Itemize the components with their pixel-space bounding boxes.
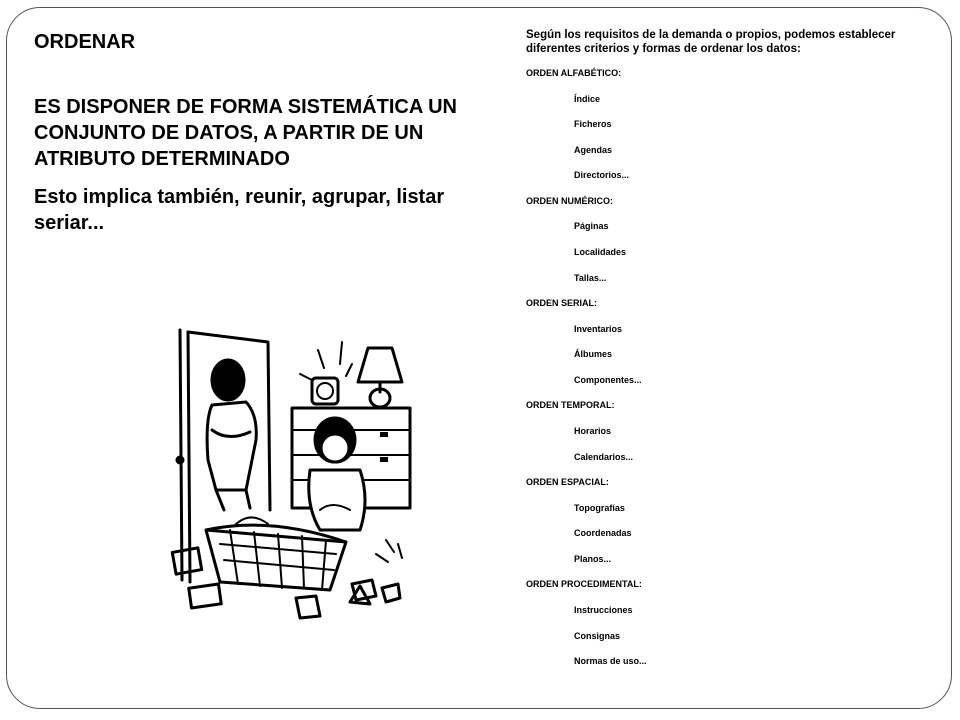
list-item: Instrucciones [574, 604, 633, 615]
category-label: ORDEN TEMPORAL: [526, 400, 615, 411]
sub-list [526, 425, 936, 463]
category-numerico [526, 195, 936, 284]
sub-list [526, 323, 936, 386]
list-item: Álbumes [574, 349, 613, 360]
list-item: Directorios... [574, 170, 630, 181]
list-item: Calendarios... [574, 451, 634, 462]
category-procedimental [526, 578, 936, 667]
category-label: ORDEN PROCEDIMENTAL: [526, 579, 642, 590]
list-item: Componentes... [574, 374, 642, 385]
list-item: Horarios [574, 425, 612, 436]
left-column [34, 30, 494, 236]
right-column [526, 28, 936, 681]
implication-text: Esto implica también, reunir, agrupar, listar seriar... [34, 186, 445, 234]
category-label: ORDEN ESPACIAL: [526, 477, 609, 488]
category-serial [526, 297, 936, 386]
category-temporal [526, 399, 936, 462]
category-label: ORDEN ALFABÉTICO: [526, 68, 622, 78]
order-criteria-list [526, 67, 936, 667]
list-item: Coordenadas [574, 528, 632, 539]
list-item: Localidades [574, 246, 627, 257]
list-item: Agendas [574, 144, 613, 155]
sub-list [526, 93, 936, 182]
sub-list [526, 604, 936, 667]
tidying-room-illustration [150, 320, 420, 620]
list-item: Páginas [574, 221, 609, 232]
sub-list [526, 220, 936, 283]
category-espacial [526, 476, 936, 565]
intro-text: Según los requisitos de la demanda o propios, podemos establecer diferentes criterios y formas de ordenar los datos: [526, 29, 896, 55]
list-item: Índice [574, 93, 601, 104]
list-item: Tallas... [574, 272, 607, 283]
list-item: Inventarios [574, 323, 623, 334]
category-label: ORDEN SERIAL: [526, 298, 598, 309]
list-item: Topografías [574, 502, 625, 513]
slide-title: ORDENAR [34, 31, 136, 53]
sub-list [526, 502, 936, 565]
definition-text: ES DISPONER DE FORMA SISTEMÁTICA UN CONJUNTO DE DATOS, A PARTIR DE UN ATRIBUTO DETERMINADO [34, 96, 457, 170]
list-item: Consignas [574, 630, 621, 641]
list-item: Ficheros [574, 119, 612, 130]
category-alfabetico [526, 67, 936, 181]
list-item: Normas de uso... [574, 656, 647, 667]
list-item: Planos... [574, 553, 612, 564]
category-label: ORDEN NUMÉRICO: [526, 195, 613, 206]
